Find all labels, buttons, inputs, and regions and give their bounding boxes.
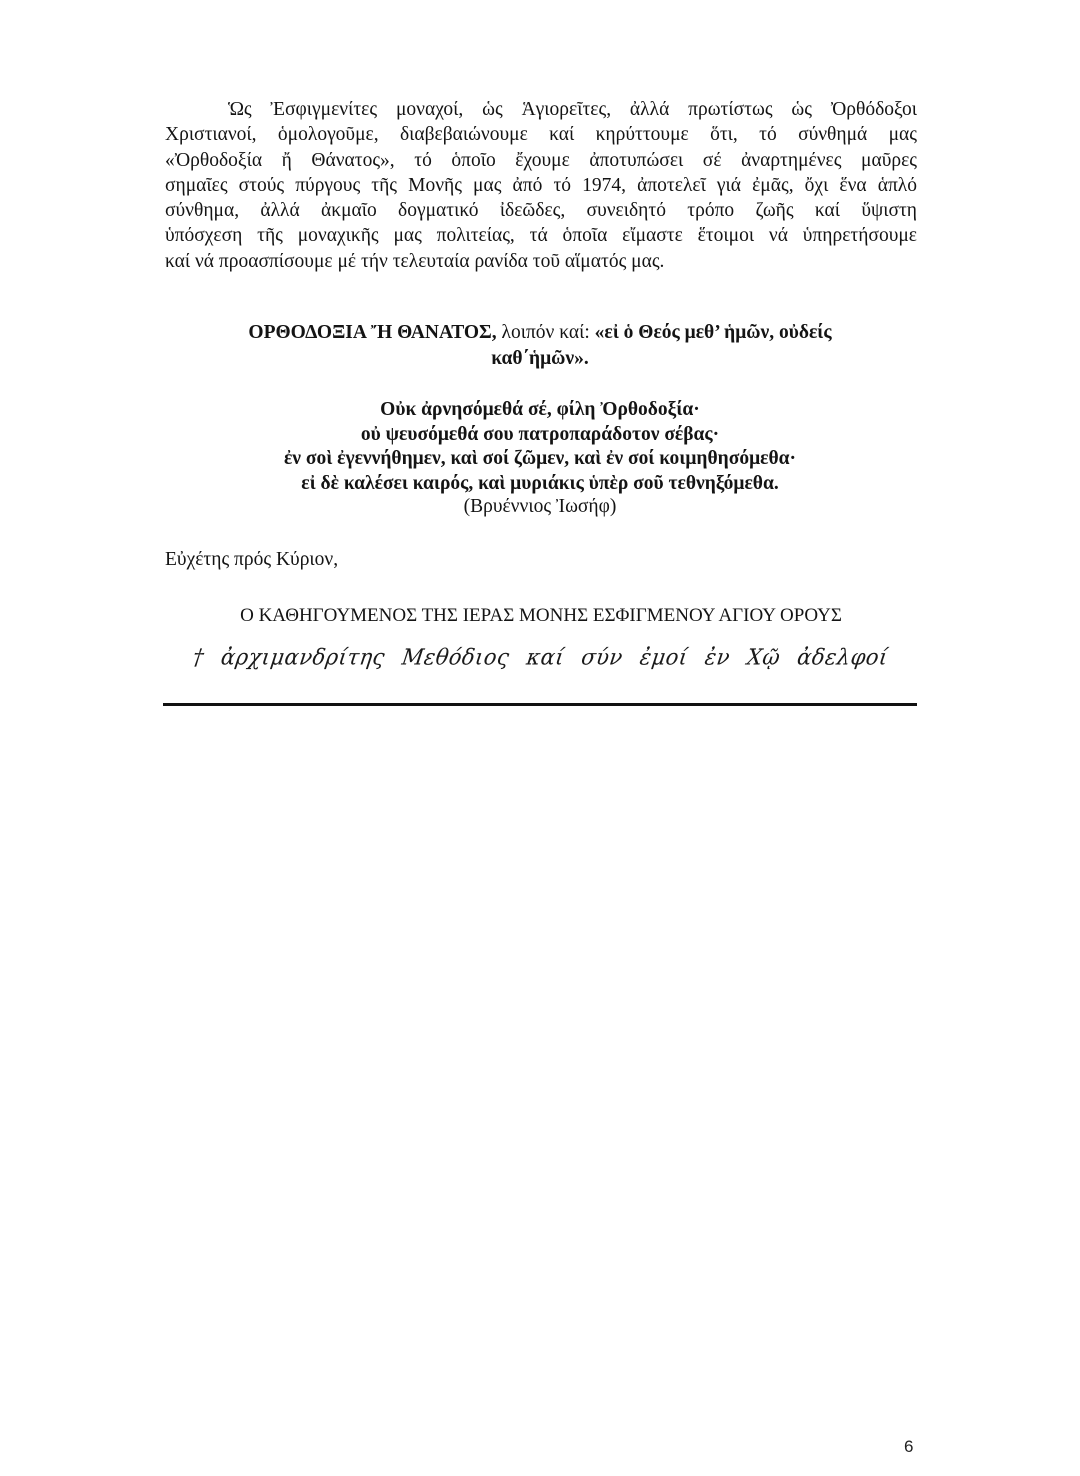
paragraph-line: σημαῖες στούς πύργους τῆς Μονῆς μας ἀπό τό 1974, ἀποτελεῖ γιά ἐμᾶς, ὄχι ἕνα ἁπλό xyxy=(165,174,917,196)
motto-line-1 xyxy=(0,320,1080,346)
paragraph-line: «Ὀρθοδοξία ἤ Θάνατος», τό ὁποῖο ἔχουμε ἀποτυπώσει σέ ἀναρτημένες μαῦρες xyxy=(165,149,917,171)
body-paragraph xyxy=(165,97,917,274)
motto-line-2 xyxy=(0,346,1080,372)
paragraph-line: ὑπόσχεση τῆς μοναχικῆς μας πολιτείας, τά ὁποῖα εἴμαστε ἕτοιμοι νά ὑπηρετήσουμε xyxy=(165,225,917,247)
verse-line: ἐν σοὶ ἐγεννήθημεν, καὶ σοί ζῶμεν, καὶ ἐν σοί κοιμηθησόμεθα· xyxy=(283,448,797,470)
motto-quote-start: «εἰ ὁ Θεός μεθ’ ἡμῶν, οὐδείς xyxy=(594,322,832,343)
signature-text: † ἀρχιμανδρίτης Μεθόδιος καί σύν ἐμοί ἐν Χῷ ἀδελφοί xyxy=(190,644,890,670)
verse-line: εἰ δὲ καλέσει καιρός, καὶ μυριάκις ὑπὲρ σοῦ τεθνηξόμεθα. xyxy=(301,472,779,494)
verse-attribution: (Βρυέννιος Ἰωσήφ) xyxy=(463,496,617,518)
handwritten-signature xyxy=(0,642,1080,672)
paragraph-line: καί νά προασπίσουμε μέ τήν τελευταία ρανίδα τοῦ αἵματός μας. xyxy=(165,250,665,272)
verse-line: οὐ ψευσόμεθά σου πατροπαράδοτον σέβας· xyxy=(360,423,720,445)
closing-salutation: Εὐχέτης πρός Κύριον, xyxy=(165,549,339,570)
signatory-title: Ο ΚΑΘΗΓΟΥΜΕΝΟΣ ΤΗΣ ΙΕΡΑΣ ΜΟΝΗΣ ΕΣΦΙΓΜΕΝΟΥ ΑΓΙΟΥ ΟΡΟΥΣ xyxy=(240,605,842,626)
paragraph-line: Ὡς Ἐσφιγμενίτες μοναχοί, ὡς Ἁγιορεῖτες, ἀλλά πρωτίστως ὡς Ὀρθόδοξοι xyxy=(228,99,917,120)
horizontal-rule xyxy=(163,703,917,706)
page-number: 6 xyxy=(904,1437,914,1456)
motto-connector: λοιπόν καί: xyxy=(501,322,590,343)
motto-slogan: ΟΡΘΟΔΟΞΙΑ Ἤ ΘΑΝΑΤΟΣ, xyxy=(248,322,497,343)
motto-quote-end: καθ΄ἡμῶν». xyxy=(491,348,589,369)
verse-block xyxy=(0,398,1080,520)
motto-block xyxy=(0,320,1080,372)
paragraph-line: σύνθημα, ἀλλά ἀκμαῖο δογματικό ἰδεῶδες, συνειδητό τρόπο ζωῆς καί ὕψιστη xyxy=(165,200,917,222)
verse-line: Οὐκ ἀρνησόμεθά σέ, φίλη Ὀρθοδοξία· xyxy=(380,399,700,420)
paragraph-line: Χριστιανοί, ὁμολογοῦμε, διαβεβαιώνουμε καί κηρύττουμε ὅτι, τό σύνθημά μας xyxy=(165,124,917,146)
